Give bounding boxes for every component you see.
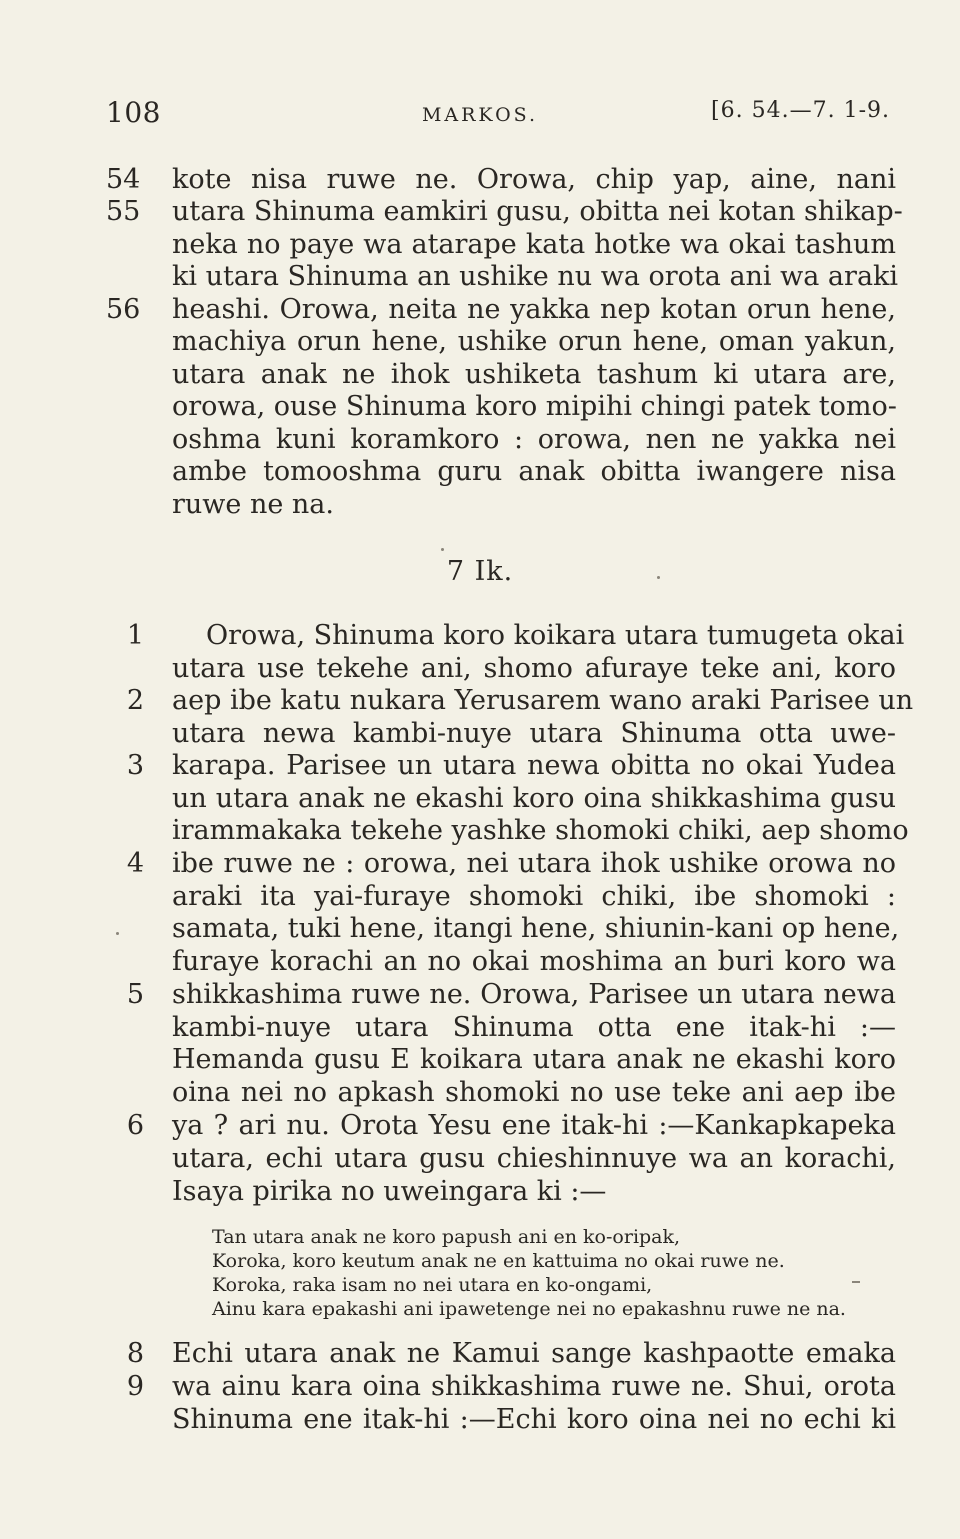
text-line: un utara anak ne ekashi koro oina shikkashima gusu	[172, 783, 896, 814]
quote-line: Tan utara anak ne koro papush ani en ko-oripak,	[212, 1226, 681, 1248]
text-line: heashi. Orowa, neita ne yakka nep kotan orun hene,	[172, 294, 896, 325]
chapter-heading: 7 Ik.	[446, 556, 514, 587]
text-line: ya ? ari nu. Orota Yesu ene itak-hi :—Kankapkapeka	[172, 1110, 896, 1141]
verse-number: 5	[126, 979, 144, 1010]
page-header	[0, 96, 960, 136]
text-line: Shinuma ene itak-hi :—Echi koro oina nei no echi ki	[172, 1404, 896, 1435]
verse-number: 8	[126, 1338, 144, 1369]
verse-number: 3	[126, 750, 144, 781]
quote-line: Koroka, koro keutum anak ne en kattuima no okai ruwe ne.	[212, 1250, 785, 1272]
verse-number: 4	[126, 848, 144, 879]
text-line: ki utara Shinuma an ushike nu wa orota ani wa araki	[172, 261, 899, 292]
text-line: orowa, ouse Shinuma koro mipihi chingi patek tomo-	[172, 391, 897, 422]
text-line: Orowa, Shinuma koro koikara utara tumugeta okai	[206, 620, 905, 651]
ink-speck	[441, 548, 444, 551]
quote-line: Ainu kara epakashi ani ipawetenge nei no epakashnu ruwe ne na.	[212, 1298, 846, 1320]
quote-line: Koroka, raka isam no nei utara en ko-ongami,	[212, 1274, 653, 1296]
text-line: araki ita yai-furaye shomoki chiki, ibe shomoki :	[172, 881, 896, 912]
text-line: kambi-nuye utara Shinuma otta ene itak-hi :—	[172, 1012, 896, 1043]
page-number: 108	[106, 96, 161, 129]
text-line: kote nisa ruwe ne. Orowa, chip yap, aine, nani	[172, 164, 896, 195]
text-line: wa ainu kara oina shikkashima ruwe ne. Shui, orota	[172, 1371, 896, 1402]
text-line: utara, echi utara gusu chieshinnuye wa an korachi,	[172, 1143, 896, 1174]
text-line: utara anak ne ihok ushiketa tashum ki utara are,	[172, 359, 896, 390]
ink-speck	[116, 932, 119, 935]
text-line: Isaya pirika no uweingara ki :—	[172, 1176, 607, 1207]
verse-number: 56	[106, 294, 141, 325]
text-line: Echi utara anak ne Kamui sange kashpaotte emaka	[172, 1338, 896, 1369]
text-line: ambe tomooshma guru anak obitta iwangere nisa	[172, 456, 896, 487]
running-title: MARKOS.	[421, 104, 539, 126]
verse-number: 54	[106, 164, 141, 195]
text-line: samata, tuki hene, itangi hene, shiunin-kani op hene,	[172, 913, 900, 944]
text-line: karapa. Parisee un utara newa obitta no okai Yudea	[172, 750, 896, 781]
text-line: utara use tekehe ani, shomo afuraye teke ani, koro	[172, 653, 896, 684]
text-line: ruwe ne na.	[172, 489, 334, 520]
verse-number: 9	[126, 1371, 144, 1402]
text-line: Hemanda gusu E koikara utara anak ne ekashi koro	[172, 1044, 896, 1075]
text-line: furaye korachi an no okai moshima an buri koro wa	[172, 946, 896, 977]
verse-number: 55	[106, 196, 141, 227]
ink-speck	[852, 1281, 860, 1283]
text-line: utara Shinuma eamkiri gusu, obitta nei kotan shikap-	[172, 196, 903, 227]
verse-number: 1	[126, 620, 144, 651]
verse-number: 2	[126, 685, 144, 716]
chapter-reference: [6. 54.—7. 1-9.	[711, 98, 890, 123]
ink-speck	[657, 576, 660, 579]
text-line: oshma kuni koramkoro : orowa, nen ne yakka nei	[172, 424, 896, 455]
text-line: machiya orun hene, ushike orun hene, oman yakun,	[172, 326, 896, 357]
text-line: utara newa kambi-nuye utara Shinuma otta uwe-	[172, 718, 896, 749]
text-line: neka no paye wa atarape kata hotke wa okai tashum	[172, 229, 896, 260]
text-line: shikkashima ruwe ne. Orowa, Parisee un utara newa	[172, 979, 896, 1010]
text-line: aep ibe katu nukara Yerusarem wano araki Parisee un	[172, 685, 914, 716]
text-line: ibe ruwe ne : orowa, nei utara ihok ushike orowa no	[172, 848, 896, 879]
text-line: irammakaka tekehe yashke shomoki chiki, aep shomo	[172, 815, 909, 846]
verse-number: 6	[126, 1110, 144, 1141]
text-line: oina nei no apkash shomoki no use teke ani aep ibe	[172, 1077, 896, 1108]
